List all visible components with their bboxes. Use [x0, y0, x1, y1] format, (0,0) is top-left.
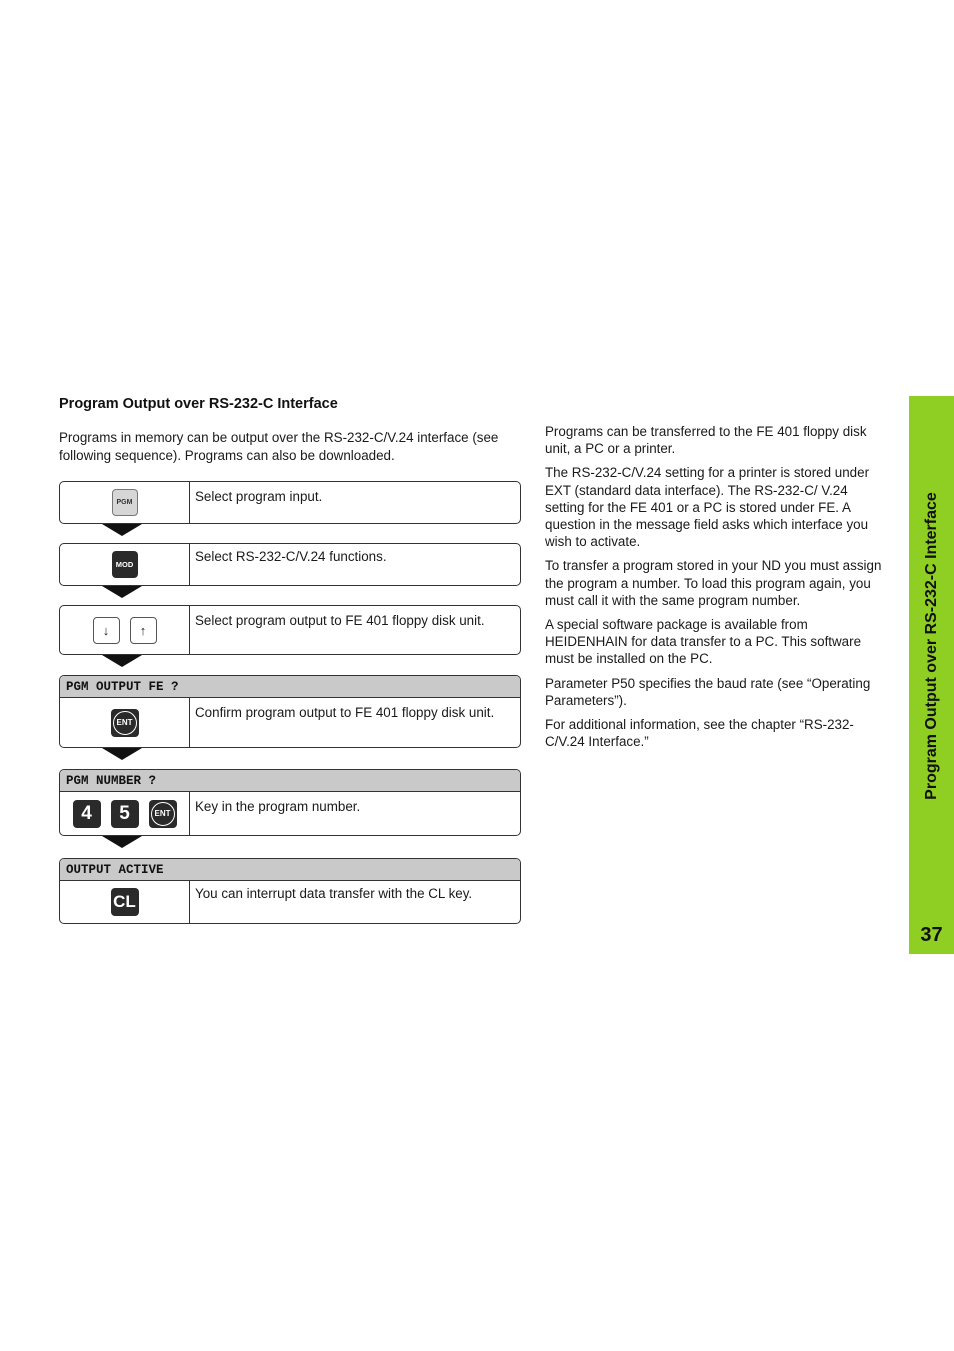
cl-key: CL — [111, 888, 139, 916]
step-keys — [60, 482, 190, 523]
step-confirm-output — [59, 675, 521, 748]
ent-key — [111, 709, 139, 737]
step-key-in-program-number — [59, 769, 521, 836]
down-arrow-key-icon: ↓ — [93, 617, 120, 644]
flow-arrow-icon — [102, 748, 142, 760]
side-tab-title — [909, 396, 954, 896]
step-select-program-output — [59, 605, 521, 655]
section-heading: Program Output over RS-232-C Interface — [59, 396, 338, 412]
step-keys — [60, 881, 190, 923]
paragraph: The RS-232-C/V.24 setting for a printer is stored under EXT (standard data interface). The RS-232-C/ V.24 setting for the FE 401 or a PC is stored under FE. A question in the message field asks which interface you wish to activate. — [545, 465, 870, 550]
step-description: You can interrupt data transfer with the CL key. — [195, 886, 473, 901]
step-keys — [60, 544, 190, 585]
display-message-bar: OUTPUT ACTIVE — [60, 859, 520, 881]
flow-arrow-icon — [102, 655, 142, 667]
intro-text: Programs in memory can be output over the RS-232-C/V.24 interface (see following sequence). Programs can also be downloaded. — [59, 430, 499, 463]
step-keys — [60, 606, 190, 654]
paragraph: For additional information, see the chapter “RS-232-C/V.24 Interface.” — [545, 717, 854, 750]
flow-arrow-icon — [102, 524, 142, 536]
pgm-key: PGM — [112, 489, 138, 516]
ent-key-label: ENT — [151, 802, 175, 826]
step-select-program-input — [59, 481, 521, 524]
display-message-bar: PGM OUTPUT FE ? — [60, 676, 520, 698]
paragraph: To transfer a program stored in your ND you must assign the program a number. To load this program again, you must call it with the same program number. — [545, 558, 882, 608]
step-keys — [60, 792, 190, 835]
paragraph: Parameter P50 specifies the baud rate (see “Operating Parameters”). — [545, 675, 871, 708]
digit-4-key: 4 — [73, 800, 101, 828]
step-select-rs232-functions — [59, 543, 521, 586]
paragraph: A special software package is available from HEIDENHAIN for data transfer to a PC. This software must be installed on the PC. — [545, 617, 862, 667]
right-column-text — [545, 423, 890, 757]
step-description: Select RS-232-C/V.24 functions. — [195, 549, 387, 564]
flow-arrow-icon — [102, 586, 142, 598]
ent-key-label: ENT — [113, 711, 137, 735]
page-number: 37 — [920, 924, 943, 946]
step-description: Select program output to FE 401 floppy disk unit. — [195, 613, 485, 628]
display-message-bar: PGM NUMBER ? — [60, 770, 520, 792]
step-description: Confirm program output to FE 401 floppy disk unit. — [195, 705, 495, 720]
mod-key: MOD — [112, 551, 138, 578]
side-tab-title-text: Program Output over RS-232-C Interface — [922, 492, 940, 800]
digit-5-key: 5 — [111, 800, 139, 828]
ent-key — [149, 800, 177, 828]
paragraph: Programs can be transferred to the FE 401 floppy disk unit, a PC or a printer. — [545, 424, 867, 457]
step-interrupt-transfer — [59, 858, 521, 924]
flow-arrow-icon — [102, 836, 142, 848]
step-description: Select program input. — [195, 489, 323, 504]
step-description: Key in the program number. — [195, 799, 361, 814]
step-keys — [60, 698, 190, 747]
up-arrow-key-icon: ↑ — [130, 617, 157, 644]
